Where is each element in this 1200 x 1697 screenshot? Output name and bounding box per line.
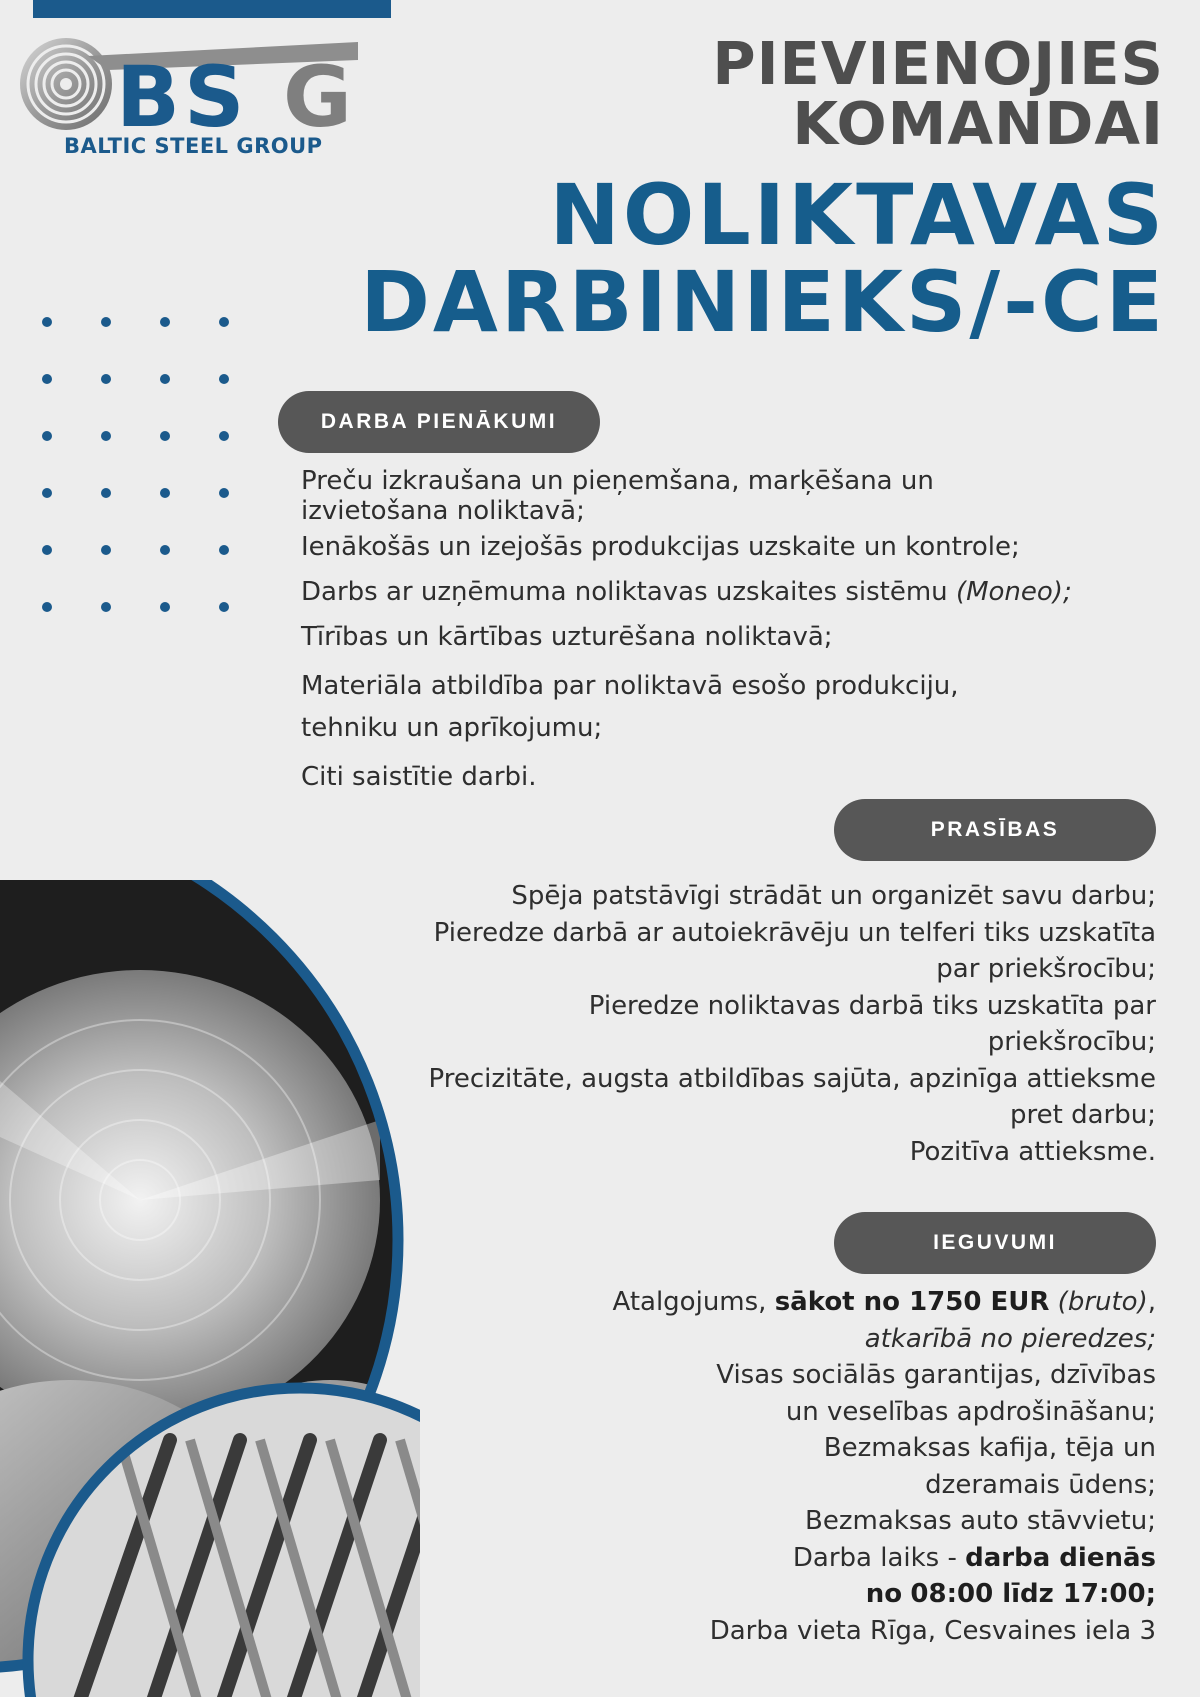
list-item: Precizitāte, augsta atbildības sajūta, apzinīga attieksme pret darbu; [428,1063,1156,1130]
requirements-heading: PRASĪBAS [834,799,1156,861]
list-item: Visas sociālās garantijas, dzīvības un veselības apdrošināšanu; [716,1360,1156,1427]
job-title [326,166,1166,351]
hours-time: 08:00 līdz 17:00; [910,1579,1156,1609]
decorative-dot-grid [36,312,236,612]
salary-prefix: Atalgojums, [612,1287,775,1317]
svg-text:BS: BS [116,48,249,136]
salary-note-text: atkarībā no pieredzes; [864,1323,1156,1354]
list-item: Pieredze noliktavas darbā tiks uzskatīta par priekšrocību; [588,990,1156,1057]
list-item: Citi saistītie darbi. [301,762,537,792]
salary-amount: sākot no 1750 EUR [774,1287,1050,1317]
list-item: Ienākošās un izejošās produkcijas uzskaite un kontrole; [301,532,1020,562]
list-item-text: Darbs ar uzņēmuma noliktavas uzskaites sistēmu [301,577,948,607]
salary-suffix: , [1147,1287,1156,1317]
job-title-line-1: NOLIKTAVAS [549,166,1166,264]
join-team-headline [464,29,1164,158]
steel-coils-image [0,880,420,1697]
work-location: Darba vieta Rīga, Cesvaines iela 3 [709,1615,1156,1646]
salary-gross-note: (bruto) [1057,1287,1148,1317]
list-item: Preču izkraušana un pieņemšana, marķēšana un izvietošana noliktavā; [301,466,934,526]
hours-days: darba dienās no [865,1542,1156,1609]
list-item: Tīrības un kārtības uzturēšana noliktavā; [301,622,833,652]
requirements-list [356,878,1156,1170]
list-item [301,575,1161,609]
headline-line-2: KOMANDAI [792,89,1164,158]
system-name: (Moneo); [955,577,1072,607]
list-item: Bezmaksas auto stāvvietu; [805,1506,1156,1536]
duties-heading: DARBA PIENĀKUMI [278,391,600,453]
benefits-list [356,1284,1156,1649]
job-title-line-2: DARBINIEKS/-CE [360,253,1166,351]
hours-prefix: Darba laiks - [792,1542,966,1573]
coil-emblem-icon [20,38,112,130]
list-item: Materiāla atbildība par noliktavā esošo produkciju, tehniku un aprīkojumu; [301,671,959,743]
salary-item [356,1284,1156,1321]
svg-text:G: G [283,48,352,136]
list-item: Bezmaksas kafija, tēja un dzeramais ūdens; [823,1433,1156,1500]
working-hours-item [356,1540,1156,1613]
logo-tagline: BALTIC STEEL GROUP [64,134,323,158]
benefits-heading: IEGUVUMI [834,1212,1156,1274]
top-accent-bar [33,0,391,18]
list-item: Pieredze darbā ar autoiekrāvēju un telferi tiks uzskatīta par priekšrocību; [433,917,1156,984]
headline-line-1: PIEVIENOJIES [712,29,1164,98]
list-item: Spēja patstāvīgi strādāt un organizēt savu darbu; [511,881,1156,911]
salary-experience-note [356,1321,1156,1358]
duties-list [301,466,1161,805]
list-item: Pozitīva attieksme. [909,1136,1156,1167]
